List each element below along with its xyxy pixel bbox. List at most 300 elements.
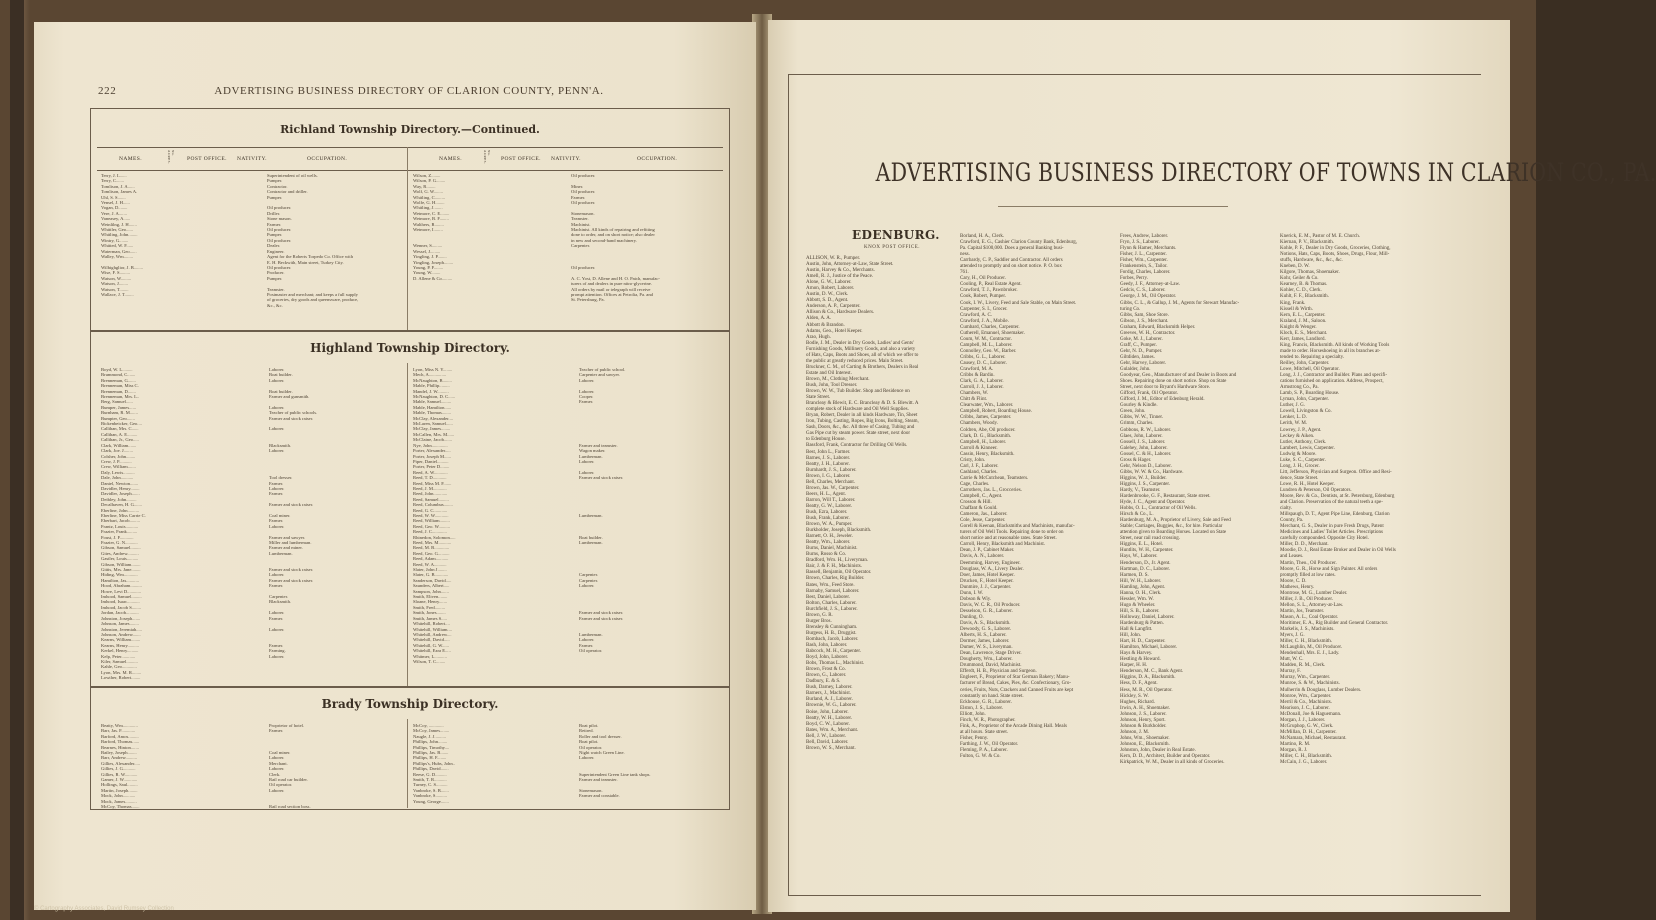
business-entry: the public at greatly reduced prices. Main Street.: [806, 358, 904, 364]
highland-table: [90, 330, 730, 688]
directory-entry: Brenneman, D.......: [101, 388, 136, 394]
business-entry: ALLISON, W. R., Pumper.: [806, 256, 861, 261]
occupation-entry: Laborer.: [269, 610, 285, 616]
business-entry: Burns, Daniel, Machinist.: [806, 546, 858, 552]
business-entry: Bell, David, Laborer.: [806, 739, 849, 745]
occupation-entry: Laborer.: [579, 583, 595, 589]
occupation-entry: Laborer.: [269, 523, 285, 529]
directory-entry: Smith, Jones........: [413, 610, 446, 616]
directory-entry: Johnston, Joseph.......: [101, 615, 141, 621]
business-entry: to Edenburg House.: [806, 437, 846, 443]
occupation-entry: of groceries, dry goods and queensware, produce,: [267, 297, 359, 303]
directory-entry: Clark, William.......: [101, 442, 137, 448]
directory-entry: McCoy, .............: [413, 723, 444, 728]
occupation-entry: prompt attention. Offices at Petrolia, Pa. and: [571, 291, 653, 297]
business-entry: Brown, I. G., Laborer.: [806, 473, 851, 479]
occupation-entry: Dealer.: [267, 243, 281, 249]
directory-entry: Jordan, Jacob...........: [101, 610, 139, 616]
business-entry: Drucken, F., Hotel Keeper.: [960, 578, 1014, 584]
occupation-entry: Lumberman.: [579, 512, 603, 518]
business-entry: Kohr, Geiler & Co.: [1280, 276, 1319, 282]
business-entry: Bair, J. & F. H., Machinists.: [806, 564, 862, 570]
occupation-entry: Laborer.: [269, 626, 285, 632]
directory-entry: Beatty, Wm.............: [101, 723, 138, 728]
directory-entry: Martin, Joseph........: [101, 787, 138, 793]
occupation-entry: Farmer and stock raiser.: [579, 615, 624, 621]
occupation-entry: Laborer.: [269, 653, 285, 659]
occupation-entry: Blacksmith.: [269, 599, 292, 605]
occupation-entry: Farmer and miner.: [269, 545, 303, 551]
directory-entry: Hood, Abraham..........: [101, 583, 142, 589]
column-divider: [407, 719, 408, 808]
business-entry: Hirsch & Co., L.: [1120, 512, 1154, 518]
directory-column-1: [806, 256, 956, 752]
business-entry: Henderson, D., Jr. Agent.: [1120, 560, 1171, 566]
business-entry: Bates, Wm., Feed Store.: [806, 582, 855, 588]
business-entry: Hess, D. F., Agent.: [1120, 681, 1158, 687]
business-entry: Cook, I. W., Livery, Feed and Sale Stable, on Main Street.: [960, 300, 1077, 306]
directory-entry: Wolf, G. W........: [413, 189, 443, 195]
richland-title: Richland Township Directory.—Continued.: [280, 123, 540, 136]
business-entry: and Clarion. Preservation of the natural teeth a spe-: [1280, 500, 1383, 506]
directory-entry: Kerkel, Henry..........: [101, 648, 139, 654]
directory-entry: Whitehill, G. W......: [413, 642, 449, 648]
business-entry: Pa. Capital $100,000. Does a general Banking busi-: [960, 246, 1064, 252]
business-entry: Fryn, J. S., Laborer.: [1120, 240, 1160, 246]
business-entry: Carpenter, S. I., Grocer.: [960, 306, 1008, 312]
business-entry: Gulalder, John.: [1120, 367, 1151, 373]
business-entry: Burkholder, Joseph, Blacksmith.: [806, 528, 872, 534]
brady-table: [90, 686, 730, 810]
occupation-entry: Laborer.: [269, 404, 285, 410]
directory-entry: Whitehill, William....: [413, 626, 453, 632]
occupation-entry: Boat builder.: [579, 534, 603, 540]
directory-entry: Wetmore, C. E........: [413, 210, 450, 216]
business-entry: Lundren & Peterson, Oil Operators.: [1280, 487, 1352, 493]
occupation-entry: St. Petersburg, Pa.: [571, 297, 605, 303]
business-entry: Beatty, G. W., Laborer.: [806, 503, 853, 509]
occupation-entry: Farmer.: [571, 194, 586, 200]
occupation-entry: Engineer.: [267, 248, 285, 254]
occupation-entry: All orders by mail or telegraph will receive: [571, 286, 651, 292]
occupation-entry: Rail road section boss.: [269, 804, 311, 810]
business-entry: Lerith, W. M.: [1280, 421, 1308, 427]
occupation-entry: turers of and dealers in pure nitro-glycerine.: [571, 281, 652, 287]
directory-entry: McClaine, Jacob.......: [413, 437, 452, 443]
directory-entry: Wilson, P. G........: [413, 178, 446, 184]
business-entry: Estate and Oil Interest.: [806, 370, 852, 376]
occupation-entry: Farmer.: [269, 491, 284, 497]
business-entry: Coum, W. M., Contractor.: [960, 336, 1012, 342]
occupation-entry: Carpenter and sawyer.: [579, 372, 620, 378]
col-occupation-2: OCCUPATION.: [637, 156, 678, 162]
business-entry: Irwin, A. H., Shoemaker.: [1120, 705, 1170, 711]
business-entry: Grimm, Charles.: [1120, 421, 1154, 427]
directory-entry: Imhood, Samuel.........: [101, 594, 142, 600]
directory-entry: Gastler, Louis..........: [101, 556, 139, 562]
business-entry: Johnson, E., Blacksmith.: [1120, 741, 1170, 747]
business-entry: Anderson, A. P., Carpenter.: [806, 304, 861, 310]
business-entry: Monroe, Wm., Carpenter.: [1280, 693, 1332, 699]
directory-entry: Bumper, James......: [101, 404, 137, 410]
directory-entry: Callihan, Jr., Geo.....: [101, 437, 139, 443]
business-entry: Giltdiden, James.: [1120, 354, 1155, 360]
business-entry: Cary, H., Oil Producer.: [960, 276, 1006, 282]
business-entry: Cristy, John.: [960, 457, 986, 463]
directory-entry: Smith, Fred.........: [413, 604, 446, 610]
business-entry: Dunn, I. W.: [960, 590, 984, 596]
business-entry: Cribbs, G. L., Laborer.: [960, 354, 1006, 360]
directory-entry: Smith, T. R...........: [413, 777, 447, 783]
col-post-office: POST OFFICE.: [187, 156, 227, 162]
business-entry: Geedy, J. F., Attorney-at-Law.: [1120, 282, 1181, 288]
business-entry: Moore, G. R., Horse and Sign Painter. All orders: [1280, 566, 1378, 572]
business-entry: Forbes, Perry.: [1120, 276, 1148, 282]
directory-entry: Gillies, R. W...........: [101, 771, 138, 777]
directory-entry: Eberline, Miss Carrie C.: [101, 512, 146, 518]
directory-entry: Phillips, John........: [413, 739, 448, 745]
business-entry: Dumer, W. S., Liveryman.: [960, 645, 1013, 651]
business-entry: Hess, M. R., Oil Operator.: [1120, 687, 1173, 693]
business-entry: Brown, W. S., Merchant.: [806, 745, 856, 751]
directory-entry: Foust, J. F............: [101, 534, 134, 540]
business-entry: Burchfield, J. S., Laborer.: [806, 606, 858, 612]
occupation-entry: Laborer.: [269, 377, 285, 383]
directory-entry: McClay, Alexander....: [413, 415, 454, 421]
business-entry: McLaughlin, M., Oil Producer.: [1280, 645, 1343, 651]
richland-names-right: [413, 173, 473, 281]
business-entry: Fleming, P. A., Laborer.: [960, 747, 1008, 753]
occupation-entry: Farmer and teamster.: [579, 777, 618, 783]
business-entry: Millspaugh, D. T., Agent Pipe Line, Edenburg, Clarion: [1280, 512, 1390, 518]
business-entry: Carrbardy, C. P., Saddler and Contractor. All orders: [960, 258, 1063, 264]
directory-entry: Mock, James..........: [101, 798, 137, 804]
business-entry: Gehr, Nelson D., Laborer.: [1120, 463, 1172, 469]
business-entry: Finch, W. R., Photographer.: [960, 717, 1016, 723]
business-entry: Crawford, T. J., Pawnbroker.: [960, 288, 1018, 294]
directory-entry: Whitling, J........: [413, 205, 443, 211]
business-entry: Gibbs, W. W., Tinner.: [1120, 415, 1164, 421]
business-entry: McMillan, D. H., Carpenter.: [1280, 729, 1337, 735]
directory-entry: Tomlison, J. A......: [101, 183, 135, 189]
business-entry: Sash, Doors, &c., &c. All three of Casing, Tubing and: [806, 425, 915, 431]
business-entry: Hartman, D. C., Laborer.: [1120, 566, 1170, 572]
directory-entry: Watson, T........: [101, 286, 129, 292]
business-entry: complete stock of Hardware and Oil Well Supplies.: [806, 407, 909, 413]
business-entry: Drummond, David, Machinist.: [960, 663, 1022, 669]
directory-entry: Reed, Geo. W..........: [413, 523, 451, 529]
business-entry: Lowe, Mitchell, Oil Operator.: [1280, 367, 1340, 373]
occupation-entry: Machinist. All kinds of repairing and refitting: [571, 227, 655, 233]
directory-entry: Mable, Hamilton......: [413, 404, 452, 410]
business-entry: Higgins, W. J., Builder.: [1120, 475, 1167, 481]
business-entry: Dean, Lawrence, Stage Driver.: [960, 651, 1022, 657]
business-entry: Lowrey, J. P., Agent.: [1280, 427, 1322, 433]
directory-entry: Brenneman, G.......: [101, 377, 136, 383]
business-entry: Hickley, S. W.: [1120, 693, 1149, 699]
business-entry: Farthing, J. W., Oil Operator.: [960, 741, 1019, 747]
occupation-entry: Stonemason.: [579, 787, 603, 793]
business-entry: Lutler, Anthony, Clerk.: [1280, 439, 1327, 445]
business-entry: County, Pa.: [1280, 518, 1304, 524]
directory-entry: Reed, G. C............: [413, 507, 448, 513]
page-number: 222: [98, 85, 117, 97]
business-entry: Johnston, John, Dealer in Real Estate.: [1120, 747, 1196, 753]
business-entry: Kiernan, P. V., Blacksmith.: [1280, 240, 1334, 246]
business-entry: Harper, H. H.: [1120, 663, 1148, 669]
occupation-entry: Contractor and driller.: [267, 189, 308, 195]
business-entry: Gifford, J. M., Editor of Edenburg Herald.: [1120, 397, 1205, 403]
business-entry: Medicines and Ladies' Toilet Articles. Prescriptions: [1280, 530, 1383, 536]
business-entry: Bolton, Charles, Laborer.: [806, 600, 857, 606]
business-entry: Kuhlt, F. F., Blacksmith.: [1280, 294, 1329, 300]
directory-entry: Porter, Joseph M......: [413, 453, 451, 459]
business-entry: Carroll, J. J., Laborer.: [960, 385, 1004, 391]
business-entry: dence, State Street.: [1280, 475, 1319, 481]
business-entry: Kern, E. L., Carpenter.: [1280, 312, 1326, 318]
directory-entry: Callihan, Mrs. C......: [101, 426, 139, 432]
business-entry: Madden, R. M., Clerk.: [1280, 663, 1326, 669]
directory-entry: McCoy, Thomas.......: [101, 804, 140, 810]
business-entry: Mutt, W. C.: [1280, 657, 1304, 663]
occupation-entry: &c., &c.: [267, 302, 283, 308]
occupation-entry: Carpenter.: [571, 243, 591, 249]
occupation-entry: Producer.: [267, 270, 285, 276]
directory-entry: Bailey, Joseph........: [101, 750, 137, 756]
occupation-entry: Carpenter.: [269, 594, 289, 600]
highland-title: Highland Township Directory.: [310, 341, 510, 355]
directory-entry: Kearns, William........: [101, 637, 141, 643]
business-entry: Leckey & Aiken.: [1280, 433, 1315, 439]
business-entry: Gossel, C. & H., Laborer.: [1120, 451, 1172, 457]
occupation-entry: Farmer and stock raiser.: [269, 502, 314, 508]
richland-table-header: [97, 147, 723, 171]
business-entry: Cole, Jesse, Carpenter.: [960, 518, 1006, 524]
occupation-entry: Farmer and stock raiser.: [269, 415, 314, 421]
business-entry: Merchant, G. S., Dealer in pure Fresh Drugs, Patent: [1280, 524, 1384, 530]
business-entry: Hardy, V., Teamster.: [1120, 487, 1161, 493]
business-entry: Martin, Jos, Teamster.: [1280, 608, 1325, 614]
business-entry: ceries, Fruits, Nuts, Crackers and Canned Fruits are kept: [960, 687, 1074, 693]
business-entry: Merril & Co., Machinists.: [1280, 699, 1332, 705]
business-entry: Higgins, J. S., Carpenter.: [1120, 481, 1170, 487]
occupation-entry: Oil producer.: [571, 173, 596, 178]
business-entry: Bryan, Robert, Dealer in all kinds Hardware, Tin, Sheet: [806, 413, 918, 419]
business-entry: Cooling, P., Real Estate Agent.: [960, 282, 1022, 288]
occupation-entry: Rail road car builder.: [269, 777, 308, 783]
occupation-entry: Boat builder.: [269, 372, 293, 378]
business-entry: Hart, H. D., Carpenter.: [1120, 639, 1166, 645]
column-divider: [407, 363, 408, 686]
business-entry: and Leases.: [1280, 554, 1304, 560]
business-entry: Hardenburg, M. A., Proprietor of Livery, Sale and Feed: [1120, 518, 1231, 524]
directory-entry: Eberbart, Jacob.........: [101, 518, 140, 524]
business-entry: Long, J. J., Contractor and Builder. Plans and specifi-: [1280, 373, 1388, 379]
directory-entry: Watson, W.........: [101, 275, 132, 281]
directory-entry: Young, George.......: [413, 798, 449, 804]
directory-entry: Gillies, Alexander.....: [101, 760, 140, 766]
business-entry: Amell, R. J., Justice of the Peace.: [806, 274, 874, 280]
directory-entry: Imhood, Jacob S........: [101, 604, 141, 610]
business-entry: short notice and at reasonable rates. State Street.: [960, 536, 1057, 542]
business-entry: Gobbons, R. W., Laborer.: [1120, 427, 1172, 433]
occupation-entry: Postmaster and merchant; and keeps a full supply: [267, 291, 358, 297]
occupation-entry: Farmer.: [269, 480, 284, 486]
directory-entry: Barford, Thomas......: [101, 739, 140, 745]
business-entry: Green, John.: [1120, 409, 1146, 415]
col-acres-2: No. ACRES.: [483, 150, 491, 165]
brady-occupations-left: [269, 723, 403, 810]
directory-entry: Frantz, Louis...........: [101, 523, 139, 529]
directory-entry: Gibson, William........: [101, 561, 141, 567]
business-entry: Lowe, R. H., Hotel Keeper.: [1280, 481, 1335, 487]
occupation-entry: Retired.: [579, 728, 594, 734]
directory-entry: Walley, Wm........: [101, 254, 133, 260]
directory-entry: Reed, A. W............: [413, 469, 448, 475]
directory-entry: Kelp, Peter............: [101, 653, 136, 659]
richland-occupations-left: [267, 173, 405, 308]
business-entry: Hill, John.: [1120, 633, 1141, 639]
directory-entry: Bumpter, Geo.......: [101, 415, 135, 421]
directory-entry: Gamer, J. W............: [101, 777, 138, 783]
business-entry: Boyd, John, Laborer.: [806, 655, 849, 661]
business-entry: 761.: [960, 270, 969, 276]
business-entry: Boise, John, Laborer.: [806, 709, 849, 715]
business-entry: Beers, H. L., Agent.: [806, 491, 846, 497]
directory-entry: Sloane, Henry.......: [413, 599, 448, 605]
business-entry: Hamilton, Michael, Laborer.: [1120, 645, 1178, 651]
directory-entry: Smith, James S.....: [413, 615, 447, 621]
occupation-entry: Night watch Green Line.: [579, 750, 625, 756]
business-entry: Bates, Wm. A., Merchant.: [806, 727, 859, 733]
town-heading: EDENBURG.: [852, 228, 940, 242]
business-entry: Cassin, Henry, Blacksmith.: [960, 451, 1015, 457]
business-entry: Austin, John, Attorney-at-Law, State Street.: [806, 262, 894, 268]
business-entry: Chambers, W.: [960, 391, 989, 397]
brady-names-left: [101, 723, 171, 810]
occupation-entry: Boat pilot.: [579, 723, 599, 728]
occupation-entry: Pumper.: [267, 194, 283, 200]
directory-entry: Reed, Miss M. F.......: [413, 480, 452, 486]
business-entry: Elston, J. S., Laborer.: [960, 705, 1004, 711]
business-entry: Iron, Tubing, Casting, Ropes, Big Irons, Bolting, Steam,: [806, 419, 919, 425]
business-entry: Montrose, M. G., Lumber Dealer.: [1280, 590, 1348, 596]
business-entry: Alberts, H. S., Laborer.: [960, 633, 1007, 639]
business-entry: Kirkpatrick, W. M., Dealer in all kinds of Groceries.: [1120, 760, 1225, 766]
occupation-entry: Farmer.: [267, 221, 282, 227]
directory-entry: Crew, William.......: [101, 464, 136, 470]
directory-entry: Terry, J. L......: [101, 173, 127, 178]
brady-title: Brady Township Directory.: [321, 697, 499, 711]
copyright-note: © Cartography Associates, David Rumsey Collection: [34, 906, 174, 912]
business-entry: Clark, D. G., Blacksmith.: [960, 433, 1012, 439]
occupation-entry: Farmer and stock raiser.: [579, 475, 624, 481]
business-entry: Campbell, C., Agent.: [960, 494, 1003, 500]
business-entry: Bell, J. W., Laborer.: [806, 733, 846, 739]
directory-entry: Sampson, John.......: [413, 588, 449, 594]
business-entry: Dewoody, G. S., Laborer.: [960, 627, 1012, 633]
business-entry: Bell, Charles, Merchant.: [806, 479, 856, 485]
occupation-entry: Teacher of public school.: [579, 367, 626, 372]
directory-entry: Wilson, Z........: [413, 173, 441, 178]
directory-entry: Watson, J........: [101, 281, 128, 287]
business-entry: Lambert, Lewis, Carpenter.: [1280, 445, 1335, 451]
business-entry: Barnaby, Samuel, Laborer.: [806, 588, 860, 594]
business-entry: Burnhardt, J. S., Laborer.: [806, 467, 857, 473]
business-entry: Goke, M. J., Laborer.: [1120, 336, 1163, 342]
directory-entry: Slater, John J........: [413, 567, 447, 573]
occupation-entry: Coal miner.: [269, 512, 291, 518]
directory-entry: Johnston, Jeremiah.....: [101, 626, 142, 632]
directory-entry: McLaren, Samuel......: [413, 421, 453, 427]
occupation-entry: A. C. Yost, D. Allene and H. O. Patch, manufac-: [571, 275, 660, 281]
business-entry: Moore, C. D.: [1280, 578, 1307, 584]
directory-entry: Mandel, J. W..........: [413, 388, 449, 394]
directory-entry: Lyon, Miss N. Y........: [413, 367, 453, 372]
directory-entry: Vogan, D........: [101, 205, 128, 211]
directory-entry: Yingling, Joseph........: [413, 259, 454, 265]
business-entry: Boyd, C. W., Laborer.: [806, 721, 850, 727]
column-divider: [407, 147, 408, 330]
business-entry: Davis, W. C. R., Oil Producer.: [960, 602, 1021, 608]
directory-entry: Gittis, Mrs. Jane........: [101, 567, 141, 573]
directory-entry: Reed, T. D............: [413, 475, 447, 481]
brady-names-right: [413, 723, 483, 804]
occupation-entry: Pumper.: [267, 232, 283, 238]
business-entry: Hardenburg & Patten.: [1120, 621, 1164, 626]
occupation-entry: Coal miner.: [269, 750, 291, 756]
business-entry: Brown, G., Laborer.: [806, 673, 847, 679]
business-entry: Gorell & Keenan, Blacksmiths and Machinists, manufac-: [960, 524, 1075, 530]
business-entry: Borland, H. A., Clerk.: [960, 234, 1005, 239]
business-entry: carefully compounded. Opposite City Hotel.: [1280, 536, 1369, 542]
occupation-entry: Laborer.: [269, 755, 285, 761]
business-entry: Kloch, E. S., Merchant.: [1280, 330, 1328, 336]
business-entry: Chitt & Flint.: [960, 397, 988, 403]
business-entry: Kohle, P. F., Dealer in Dry Goods, Groceries, Clothing,: [1280, 246, 1391, 252]
occupation-entry: Farmer and constable.: [579, 793, 620, 799]
business-entry: Gehr, Harvey, Laborer.: [1120, 360, 1166, 366]
business-entry: Dougherty, Wm., Laborer.: [960, 657, 1013, 663]
business-entry: Carrothers, Jas. L., Grocceries.: [960, 487, 1022, 493]
business-entry: Brown, G. R.: [806, 612, 833, 618]
business-entry: McCain, J. G., Laborer.: [1280, 760, 1328, 766]
business-entry: Davis, A. S., Blacksmith.: [960, 621, 1011, 626]
directory-entry: Hollings, Saul.........: [101, 782, 138, 788]
business-entry: Dobson & Wiy.: [960, 596, 992, 602]
directory-entry: Whitehill, David.....: [413, 637, 450, 643]
business-entry: Lamb, S. P., Boarding House.: [1280, 391, 1340, 397]
col-names-2: NAMES.: [439, 156, 463, 162]
business-entry: Greeves, W. H., Contractor.: [1120, 330, 1176, 336]
directory-entry: Wetmore, B. F........: [413, 216, 449, 222]
business-entry: Bush, Darney, Laborer.: [806, 685, 853, 691]
business-entry: turers of Oil Well Tools. Repairing done to order on: [960, 530, 1064, 536]
occupation-entry: Laborer.: [269, 448, 285, 454]
business-entry: Dadbury, E. & S.: [806, 679, 841, 685]
business-entry: Gifford, Frank, Oil Operator.: [1120, 391, 1178, 397]
directory-entry: Whitmer, L...........: [413, 653, 447, 659]
business-entry: Kilgore, Thomas, Shoemaker.: [1280, 270, 1340, 276]
business-entry: Crawford, M. A.: [960, 367, 994, 373]
directory-entry: Brenneman, Miss C.: [101, 383, 139, 389]
directory-entry: Reed, Samuel.........: [413, 496, 449, 502]
business-entry: Mathews, Henry.: [1280, 584, 1315, 590]
business-entry: Higgins, E. L., Hotel.: [1120, 542, 1164, 548]
occupation-entry: Stone mason.: [267, 216, 292, 222]
business-entry: Cameron, Jas., Laborer.: [960, 512, 1008, 518]
richland-table: [90, 108, 730, 332]
